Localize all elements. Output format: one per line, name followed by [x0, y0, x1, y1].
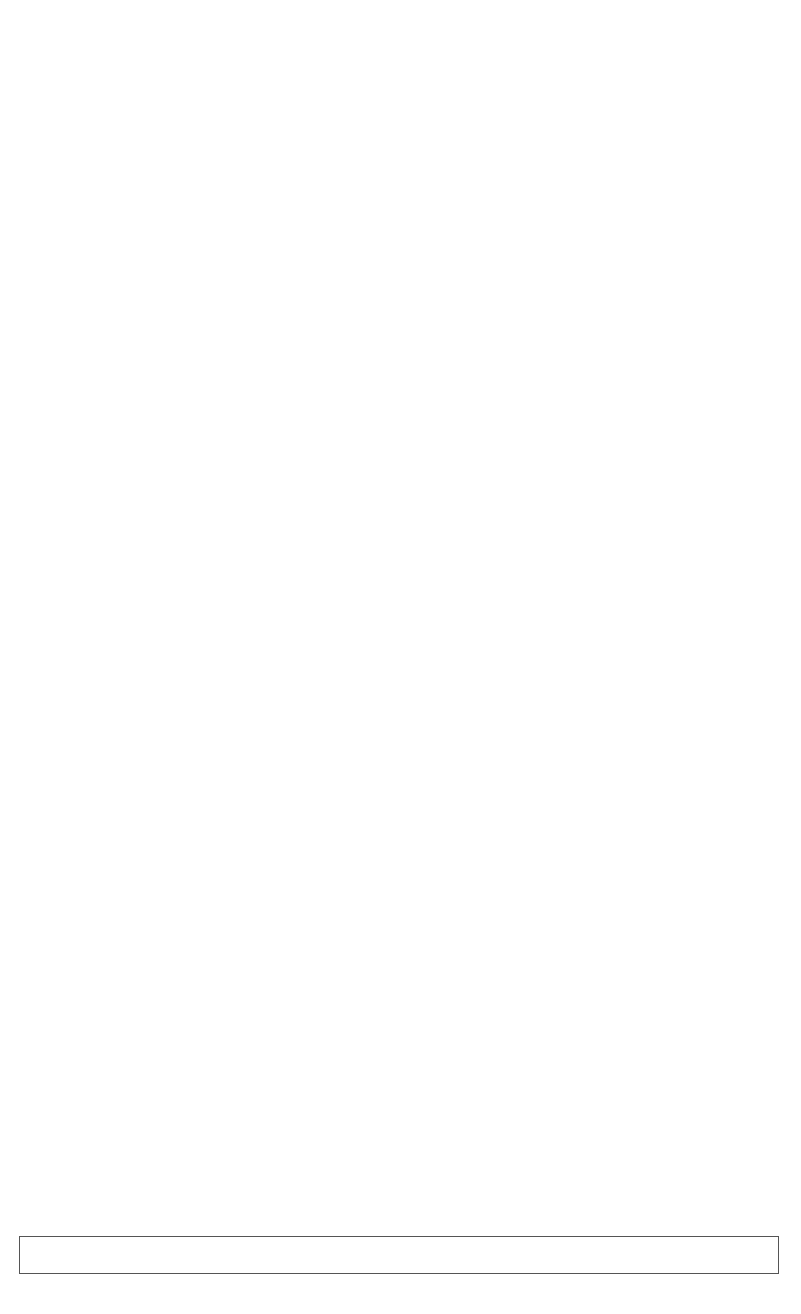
occupation-column-header: [20, 1237, 779, 1274]
occupation-table: [19, 1236, 779, 1274]
